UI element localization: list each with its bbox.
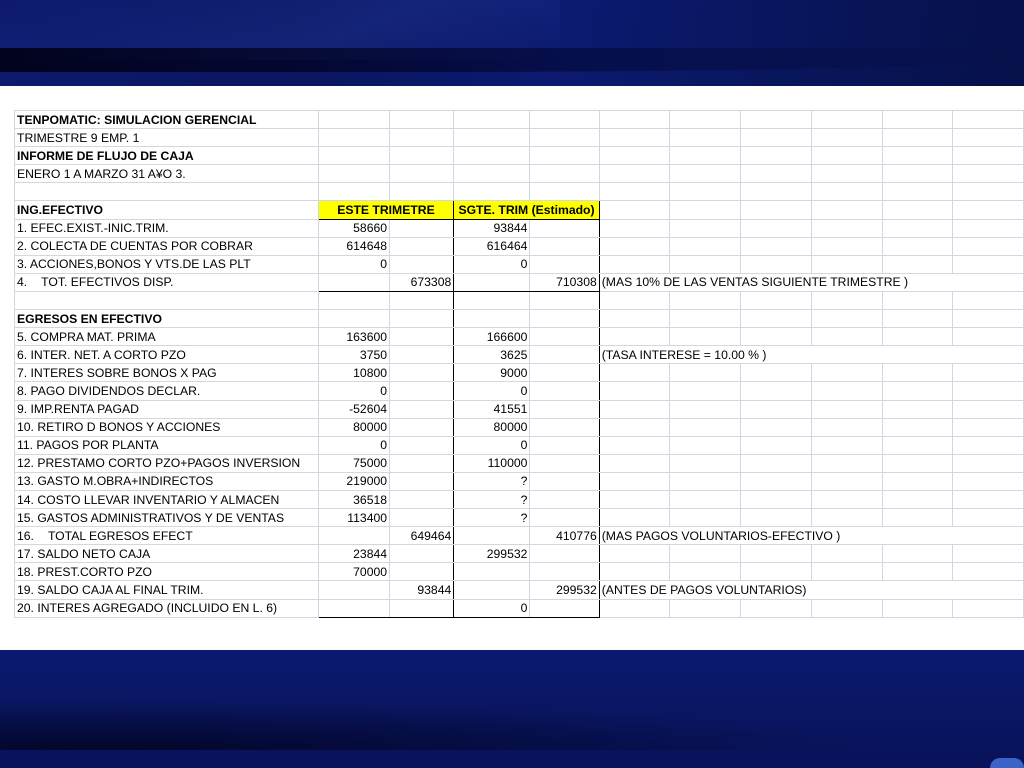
table-row xyxy=(15,273,1024,291)
row-label: 6. INTER. NET. A CORTO PZO xyxy=(15,346,319,364)
row-note: (MAS 10% DE LAS VENTAS SIGUIENTE TRIMESTRE ) xyxy=(599,273,1023,291)
cell-value: 0 xyxy=(318,255,389,273)
table-row xyxy=(15,563,1024,581)
cash-flow-spreadsheet xyxy=(14,110,1024,618)
row-number: 16. xyxy=(17,528,34,543)
cell-value: 80000 xyxy=(318,418,389,436)
cell-value: -52604 xyxy=(318,400,389,418)
cell-value: 75000 xyxy=(318,454,389,472)
cell-value: 41551 xyxy=(454,400,530,418)
cell-value: 93844 xyxy=(390,581,454,599)
cell-value: ? xyxy=(454,509,530,527)
bottom-swoosh xyxy=(0,690,1024,750)
cell-value: 299532 xyxy=(530,581,599,599)
cell-value: 649464 xyxy=(390,527,454,545)
table-row xyxy=(15,599,1024,617)
row-label: 10. RETIRO D BONOS Y ACCIONES xyxy=(15,418,319,436)
table-row xyxy=(15,328,1024,346)
bottom-corner-accent xyxy=(990,758,1024,768)
table-row xyxy=(15,400,1024,418)
cell-value: 0 xyxy=(454,436,530,454)
table-row xyxy=(15,237,1024,255)
row-label-text: TOTAL EGRESOS EFECT xyxy=(47,528,193,543)
cell-value xyxy=(390,219,454,237)
cell-value: 3750 xyxy=(318,346,389,364)
row-note: (ANTES DE PAGOS VOLUNTARIOS) xyxy=(599,581,1023,599)
expenses-section-header: EGRESOS EN EFECTIVO xyxy=(15,310,319,328)
cell-value: ? xyxy=(454,472,530,490)
cell-value: 614648 xyxy=(318,237,389,255)
row-ing-header xyxy=(15,201,1024,219)
table-row xyxy=(15,490,1024,508)
cell-value: 10800 xyxy=(318,364,389,382)
table-row xyxy=(15,454,1024,472)
row-label: 8. PAGO DIVIDENDOS DECLAR. xyxy=(15,382,319,400)
row-blank xyxy=(15,291,1024,309)
top-swoosh-dark xyxy=(0,48,1024,72)
period-label: ENERO 1 A MARZO 31 A¥O 3. xyxy=(15,165,319,183)
row-label-text: TOT. EFECTIVOS DISP. xyxy=(41,275,174,290)
cell-value: 58660 xyxy=(318,219,389,237)
table-row xyxy=(15,418,1024,436)
bottom-decorative-band xyxy=(0,650,1024,768)
table-row xyxy=(15,364,1024,382)
cell-value: 80000 xyxy=(454,418,530,436)
cell-value: 23844 xyxy=(318,545,389,563)
row-blank xyxy=(15,183,1024,201)
row-label xyxy=(15,527,319,545)
column-header-next-quarter: SGTE. TRIM (Estimado) xyxy=(454,201,599,219)
quarter-company: TRIMESTRE 9 EMP. 1 xyxy=(15,129,319,147)
table-row xyxy=(15,509,1024,527)
table-row xyxy=(15,472,1024,490)
cell-value: 163600 xyxy=(318,328,389,346)
row-label: 7. INTERES SOBRE BONOS X PAG xyxy=(15,364,319,382)
row-label xyxy=(15,273,319,291)
cell-value: 410776 xyxy=(530,527,599,545)
row-label: 9. IMP.RENTA PAGAD xyxy=(15,400,319,418)
cell-value: 219000 xyxy=(318,472,389,490)
cell-value: 673308 xyxy=(390,273,454,291)
row-label: 17. SALDO NETO CAJA xyxy=(15,545,319,563)
cell-value: 9000 xyxy=(454,364,530,382)
cell-value: 616464 xyxy=(454,237,530,255)
row-label: 5. COMPRA MAT. PRIMA xyxy=(15,328,319,346)
cell-value: 0 xyxy=(318,382,389,400)
row-label: 13. GASTO M.OBRA+INDIRECTOS xyxy=(15,472,319,490)
row-label: 1. EFEC.EXIST.-INIC.TRIM. xyxy=(15,219,319,237)
cell-value: 70000 xyxy=(318,563,389,581)
cell-value: 3625 xyxy=(454,346,530,364)
top-decorative-band xyxy=(0,0,1024,86)
table-row xyxy=(15,581,1024,599)
income-section-header: ING.EFECTIVO xyxy=(15,201,319,219)
report-title: TENPOMATIC: SIMULACION GERENCIAL xyxy=(15,111,319,129)
table-row xyxy=(15,545,1024,563)
cell-value: 710308 xyxy=(530,273,599,291)
cell-value: 110000 xyxy=(454,454,530,472)
row-label: 19. SALDO CAJA AL FINAL TRIM. xyxy=(15,581,319,599)
row-egr-header xyxy=(15,310,1024,328)
table-row xyxy=(15,382,1024,400)
row-title1 xyxy=(15,111,1024,129)
cell-value: 0 xyxy=(454,382,530,400)
column-header-this-quarter: ESTE TRIMETRE xyxy=(318,201,454,219)
table-row xyxy=(15,255,1024,273)
row-label: 18. PREST.CORTO PZO xyxy=(15,563,319,581)
row-label: 12. PRESTAMO CORTO PZO+PAGOS INVERSION xyxy=(15,454,319,472)
row-label: 3. ACCIONES,BONOS Y VTS.DE LAS PLT xyxy=(15,255,319,273)
row-note: (MAS PAGOS VOLUNTARIOS-EFECTIVO ) xyxy=(599,527,1023,545)
cell-value: 0 xyxy=(454,599,530,617)
cell-value: 113400 xyxy=(318,509,389,527)
cell-value: 299532 xyxy=(454,545,530,563)
cell-value: ? xyxy=(454,490,530,508)
row-title4 xyxy=(15,165,1024,183)
cell-value: 93844 xyxy=(454,219,530,237)
row-note: (TASA INTERESE = 10.00 % ) xyxy=(599,346,1023,364)
row-title2 xyxy=(15,129,1024,147)
cell-value: 0 xyxy=(454,255,530,273)
row-label: 2. COLECTA DE CUENTAS POR COBRAR xyxy=(15,237,319,255)
cell-value: 0 xyxy=(318,436,389,454)
cell-value: 36518 xyxy=(318,490,389,508)
row-number: 4. xyxy=(17,275,28,290)
row-label: 11. PAGOS POR PLANTA xyxy=(15,436,319,454)
row-label: 15. GASTOS ADMINISTRATIVOS Y DE VENTAS xyxy=(15,509,319,527)
cell-value xyxy=(530,219,599,237)
row-title3 xyxy=(15,147,1024,165)
row-label: 14. COSTO LLEVAR INVENTARIO Y ALMACEN xyxy=(15,490,319,508)
table-row xyxy=(15,436,1024,454)
table-row xyxy=(15,527,1024,545)
cell-value: 166600 xyxy=(454,328,530,346)
table-row xyxy=(15,219,1024,237)
row-label: 20. INTERES AGREGADO (INCLUIDO EN L. 6) xyxy=(15,599,319,617)
table-row xyxy=(15,346,1024,364)
report-subtitle: INFORME DE FLUJO DE CAJA xyxy=(15,147,319,165)
